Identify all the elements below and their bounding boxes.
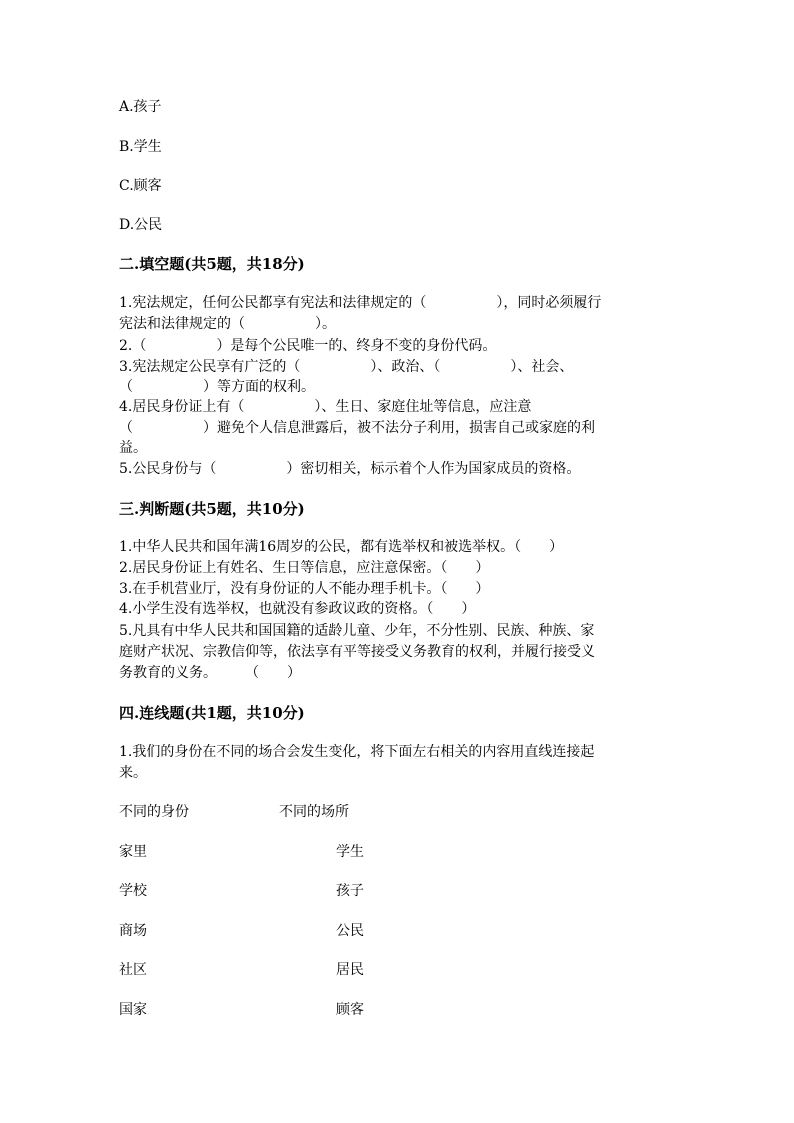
fill-blank-line: （ ）等方面的权利。 [119, 379, 315, 395]
right-item: 顾客 [336, 1002, 364, 1018]
fill-blank-line: 3.宪法规定公民享有广泛的（ ）、政治、（ ）、社会、 [119, 359, 574, 375]
true-false-line: 2.居民身份证上有姓名、生日等信息，应注意保密。（ ） [119, 560, 490, 576]
option-d: D.公民 [119, 217, 163, 233]
section-heading-true-false: 三.判断题(共5题，共10分) [119, 500, 305, 518]
right-item: 居民 [336, 962, 364, 978]
fill-blank-line: 益。 [119, 440, 147, 456]
fill-blank-line: 5.公民身份与（ ）密切相关，标示着个人作为国家成员的资格。 [119, 461, 581, 477]
column-header-place: 不同的场所 [279, 804, 349, 820]
left-item: 国家 [119, 1002, 147, 1018]
left-item: 学校 [119, 883, 147, 899]
fill-blank-line: 1.宪法规定，任何公民都享有宪法和法律规定的（ ），同时必须履行 [119, 295, 602, 311]
fill-blank-line: （ ）避免个人信息泄露后，被不法分子利用，损害自己或家庭的利 [119, 420, 595, 436]
fill-blank-line: 2.（ ）是每个公民唯一的、终身不变的身份代码。 [119, 338, 497, 354]
section-heading-matching: 四.连线题(共1题，共10分) [119, 704, 305, 722]
section-heading-fill-blank: 二.填空题(共5题，共18分) [119, 255, 305, 273]
true-false-line: 4.小学生没有选举权，也就没有参政议政的资格。（ ） [119, 601, 476, 617]
true-false-line: 务教育的义务。 （ ） [119, 665, 301, 681]
true-false-line: 3.在手机营业厅，没有身份证的人不能办理手机卡。（ ） [119, 581, 490, 597]
option-c: C.顾客 [119, 178, 162, 194]
true-false-line: 庭财产状况、宗教信仰等，依法享有平等接受义务教育的权利，并履行接受义 [119, 644, 595, 660]
option-b: B.学生 [119, 139, 162, 155]
left-item: 社区 [119, 962, 147, 978]
right-item: 学生 [336, 844, 364, 860]
true-false-line: 1.中华人民共和国年满16周岁的公民，都有选举权和被选举权。（ ） [119, 539, 564, 555]
true-false-line: 5.凡具有中华人民共和国国籍的适龄儿童、少年，不分性别、民族、种族、家 [119, 623, 595, 639]
right-item: 孩子 [336, 883, 364, 899]
left-item: 家里 [119, 844, 147, 860]
matching-question-line: 来。 [119, 765, 147, 781]
right-item: 公民 [336, 923, 364, 939]
left-item: 商场 [119, 923, 147, 939]
fill-blank-line: 4.居民身份证上有（ ）、生日、家庭住址等信息，应注意 [119, 399, 532, 415]
matching-question-line: 1.我们的身份在不同的场合会发生变化，将下面左右相关的内容用直线连接起 [119, 744, 595, 760]
option-a: A.孩子 [119, 99, 162, 115]
column-header-identity: 不同的身份 [119, 804, 189, 820]
fill-blank-line: 宪法和法律规定的（ ）。 [119, 316, 336, 332]
